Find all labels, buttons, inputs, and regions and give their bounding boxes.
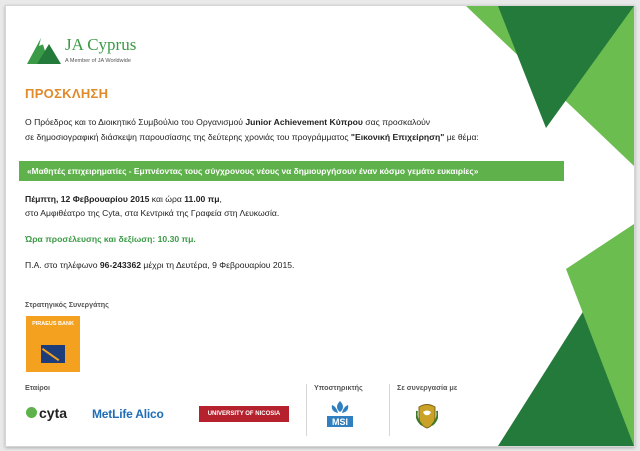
piraeus-bank-icon <box>41 345 65 363</box>
cyta-logo: cyta <box>26 404 67 422</box>
divider-1 <box>306 384 307 436</box>
event-date-line: Πέμπτη, 12 Φεβρουαρίου 2015 και ώρα 11.00 πμ, <box>25 194 222 204</box>
rsvp-line: Π.Α. στο τηλέφωνο 96-243362 μέχρι τη Δευτέρα, 9 Φεβρουαρίου 2015. <box>25 260 295 270</box>
logo-name: JA Cyprus <box>65 35 137 54</box>
arrival-time: Ώρα προσέλευσης και δεξίωση: 10.30 πμ. <box>25 234 196 244</box>
metlife-alico-logo: MetLife Alico <box>92 407 164 421</box>
piraeus-bank-logo: PIRAEUS BANK <box>26 316 80 372</box>
collaboration-label: Σε συνεργασία με <box>397 383 458 392</box>
cyta-swirl-icon <box>26 407 37 418</box>
strategic-partner-label: Στρατηγικός Συνεργάτης <box>25 300 109 309</box>
invitation-heading: ΠΡΟΣΚΛΗΣΗ <box>25 86 109 101</box>
divider-2 <box>389 384 390 436</box>
intro-line-2: σε δημοσιογραφική διάσκεψη παρουσίασης της δεύτερης χρονιάς του προγράμματος "Εικονική Επιχείρηση" με θέμα: <box>25 132 479 142</box>
cyprus-coat-of-arms-icon <box>416 403 438 429</box>
supporter-label: Υποστηρικτής <box>314 383 363 392</box>
invitation-card <box>5 5 635 447</box>
intro-line-1: Ο Πρόεδρος και το Διοικητικό Συμβούλιο του Οργανισμού Junior Achievement Κύπρου σας προσκαλούν <box>25 117 431 127</box>
partners-label: Εταίροι <box>25 383 51 392</box>
msi-logo <box>323 399 357 433</box>
event-venue: στο Αμφιθέατρο της Cyta, στα Κεντρικά της Γραφεία στη Λευκωσία. <box>25 208 280 218</box>
svg-text:MSI: MSI <box>331 417 349 427</box>
logo-tagline: A Member of JA Worldwide <box>65 58 131 64</box>
theme-banner: «Μαθητές επιχειρηματίες - Εμπνέοντας τους σύγχρονους νέους να δημιουργήσουν έναν κόσμο γεμάτο ευκαιρίες» <box>19 161 564 181</box>
ja-cyprus-logo <box>27 34 167 74</box>
ja-mountain-icon <box>27 34 61 64</box>
university-of-nicosia-logo: UNIVERSITY OF NICOSIA <box>199 406 289 422</box>
